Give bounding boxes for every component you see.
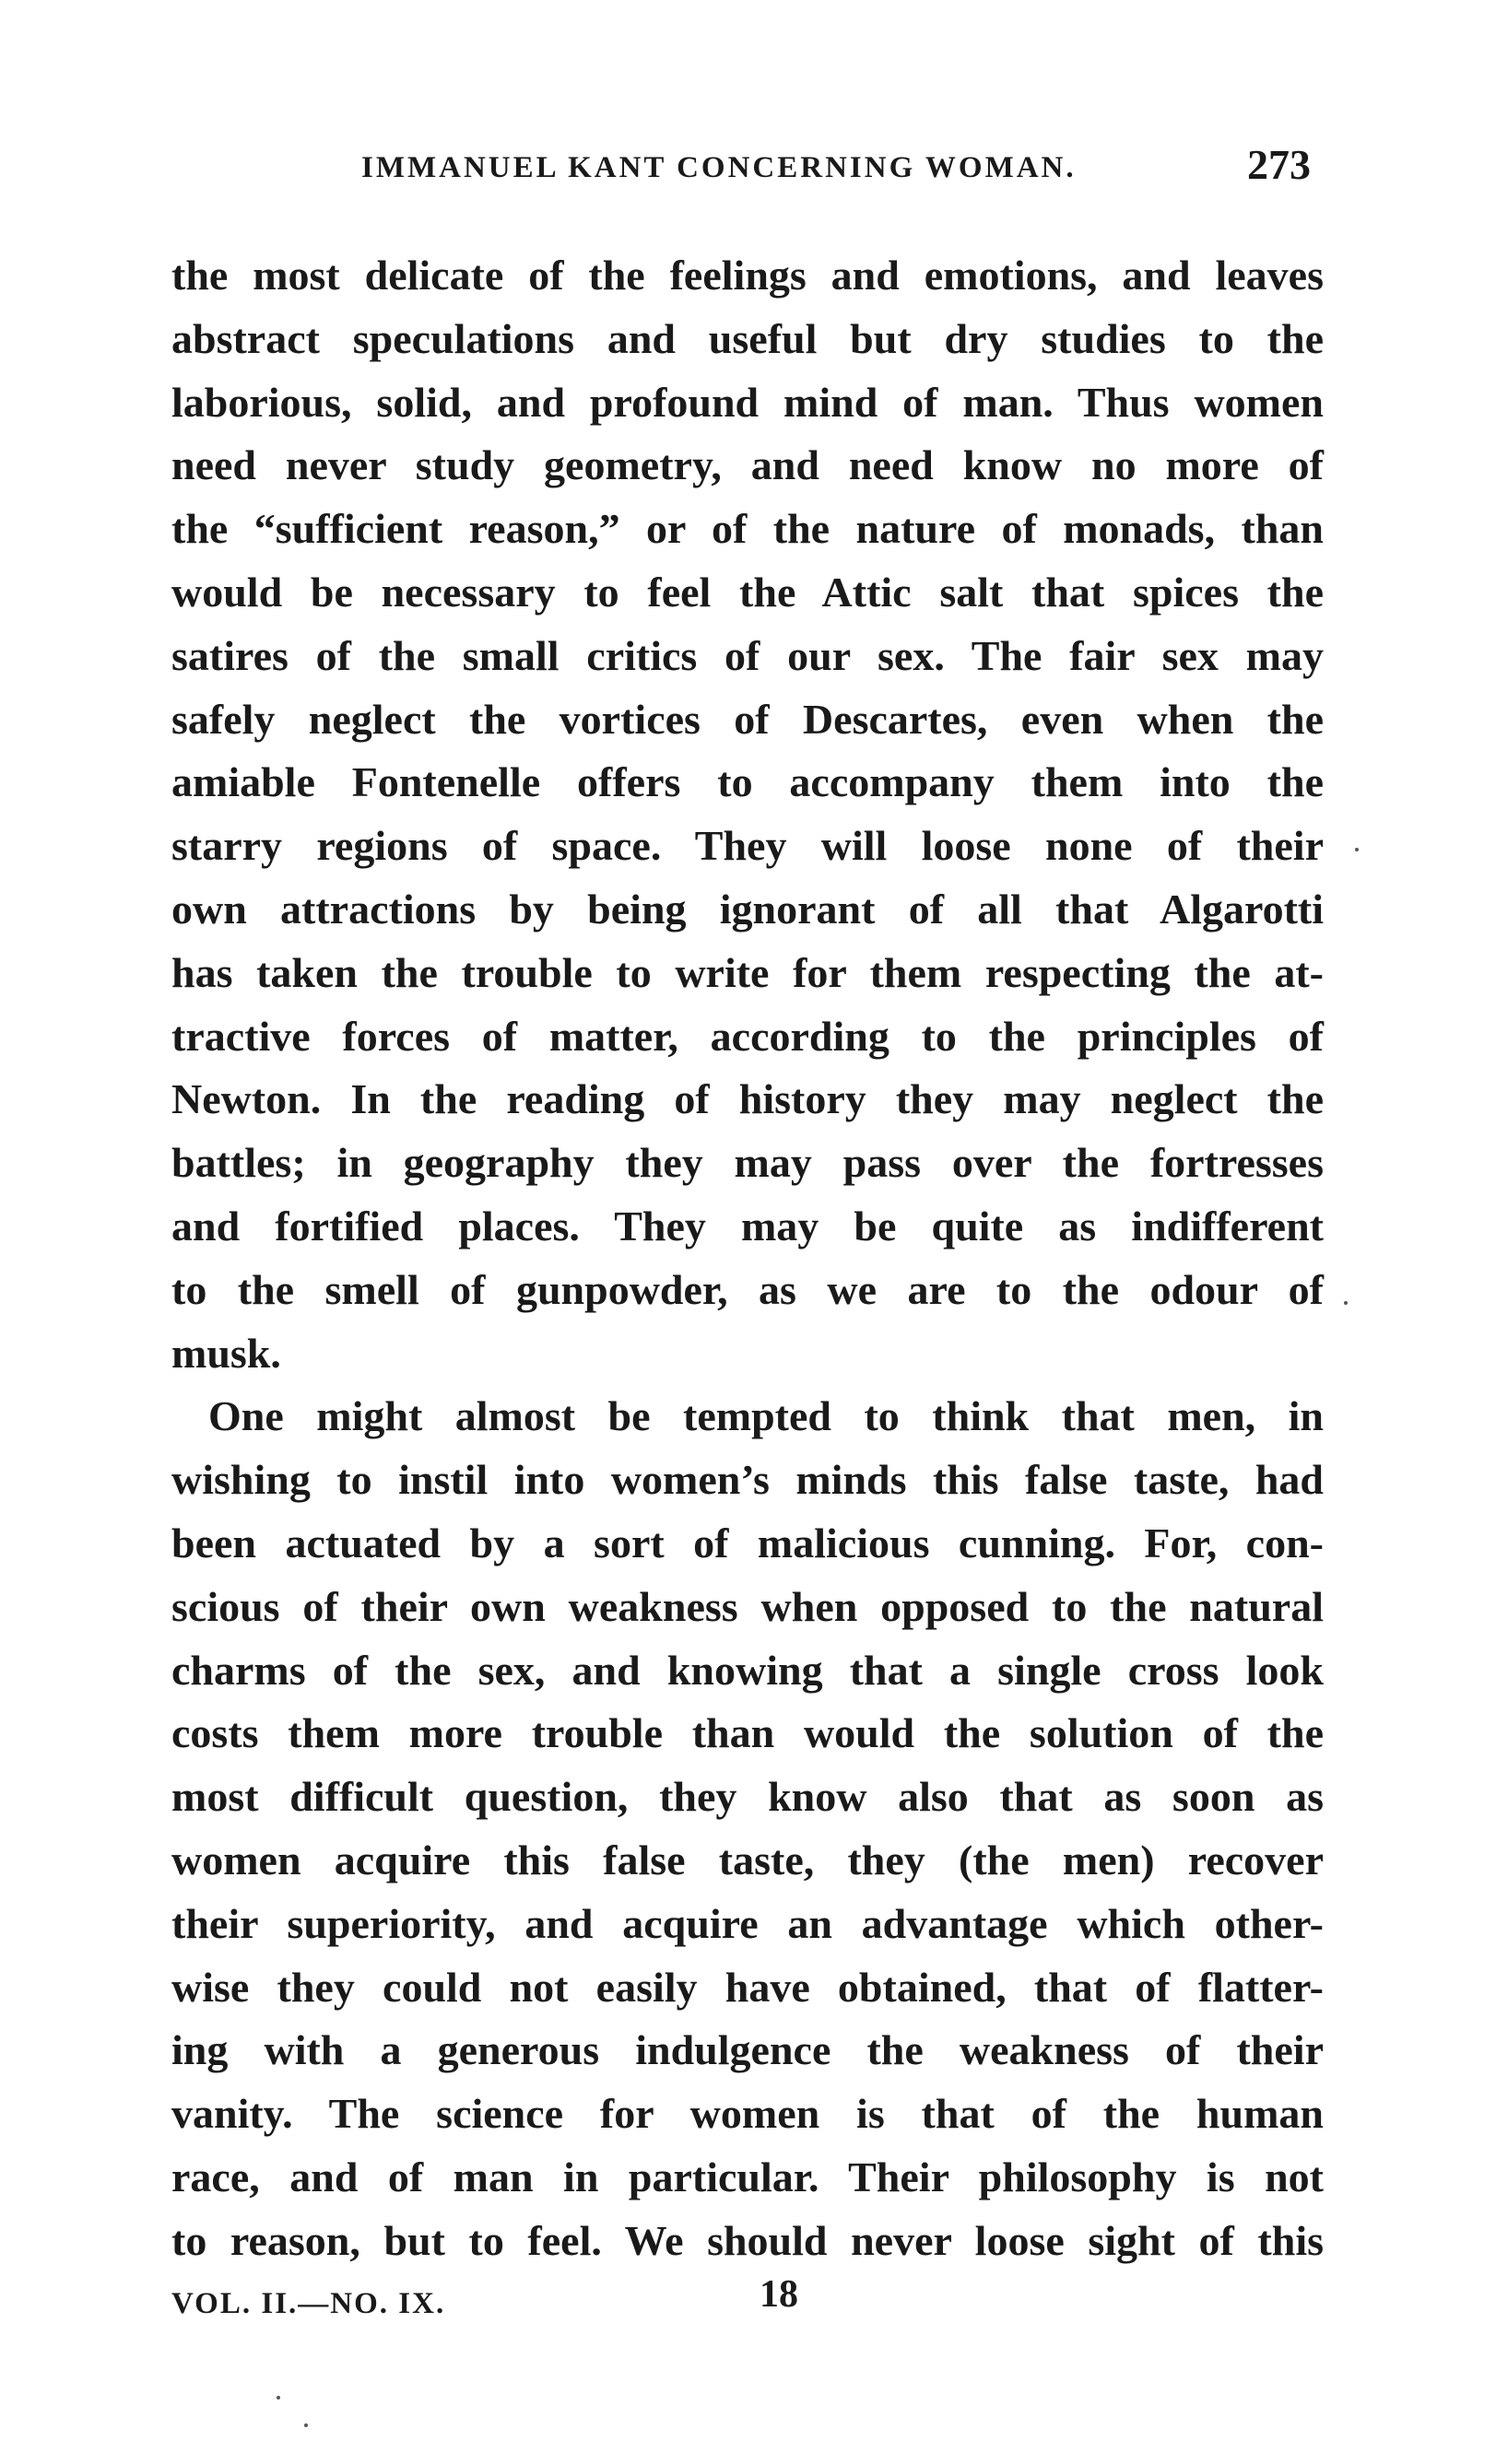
text-line: their superiority, and acquire an advantage which other- [171,1899,1324,1947]
text-line: tractive forces of matter, according to the principles of [171,1012,1324,1060]
text-line: musk. [171,1329,281,1377]
running-title: IMMANUEL KANT CONCERNING WOMAN. [361,151,1077,184]
text-line: amiable Fontenelle offers to accompany them into the [171,758,1324,806]
page-number: 273 [1247,141,1311,188]
text-line: race, and of man in particular. Their philosophy is not [171,2153,1324,2200]
text-line: been actuated by a sort of malicious cunning. For, con- [171,1519,1324,1566]
text-line: own attractions by being ignorant of all that Algarotti [171,885,1324,933]
print-speck [1355,848,1359,851]
text-line: would be necessary to feel the Attic salt that spices the [171,568,1324,616]
text-line: wishing to instil into women’s minds this false taste, had [171,1456,1324,1504]
text-line: women acquire this false taste, they (the men) recover [171,1836,1324,1883]
signature-number: 18 [760,2273,798,2316]
text-line: battles; in geography they may pass over the fortresses [171,1139,1324,1187]
text-line: the “sufficient reason,” or of the nature of monads, than [171,505,1324,553]
print-speck [1344,1301,1348,1305]
volume-signature: VOL. II.—NO. IX. [171,2287,446,2320]
paragraph-2 [171,1385,1324,2272]
text-line: wise they could not easily have obtained, that of flatter- [171,1963,1324,2011]
text-line: ing with a generous indulgence the weakness of their [171,2026,1324,2074]
text-line: vanity. The science for women is that of the human [171,2090,1324,2138]
paragraph-1 [171,244,1324,1385]
running-head [0,138,1496,194]
text-line: safely neglect the vortices of Descartes, even when the [171,695,1324,743]
text-line: has taken the trouble to write for them respecting the at- [171,948,1324,996]
text-line: abstract speculations and useful but dry studies to the [171,314,1324,362]
text-line: One might almost be tempted to think that men, in [208,1392,1324,1440]
page-footer [0,2267,1496,2322]
text-line: to the smell of gunpowder, as we are to the odour of [171,1265,1324,1313]
text-line: starry regions of space. They will loose none of their [171,822,1324,870]
text-line: need never study geometry, and need know no more of [171,441,1324,489]
text-line: to reason, but to feel. We should never loose sight of this [171,2216,1324,2264]
text-line: the most delicate of the feelings and emotions, and leaves [171,252,1324,299]
print-speck [277,2396,280,2399]
text-line: scious of their own weakness when opposed to the natural [171,1582,1324,1630]
text-line: costs them more trouble than would the solution of the [171,1709,1324,1757]
text-line: laborious, solid, and profound mind of man. Thus women [171,378,1324,426]
text-line: most difficult question, they know also that as soon as [171,1773,1324,1821]
body-text [171,244,1324,2273]
text-line: satires of the small critics of our sex. The fair sex may [171,631,1324,679]
text-line: Newton. In the reading of history they may neglect the [171,1075,1324,1123]
text-line: charms of the sex, and knowing that a single cross look [171,1646,1324,1694]
text-line: and fortified places. They may be quite as indifferent [171,1202,1324,1250]
print-speck [304,2423,308,2427]
